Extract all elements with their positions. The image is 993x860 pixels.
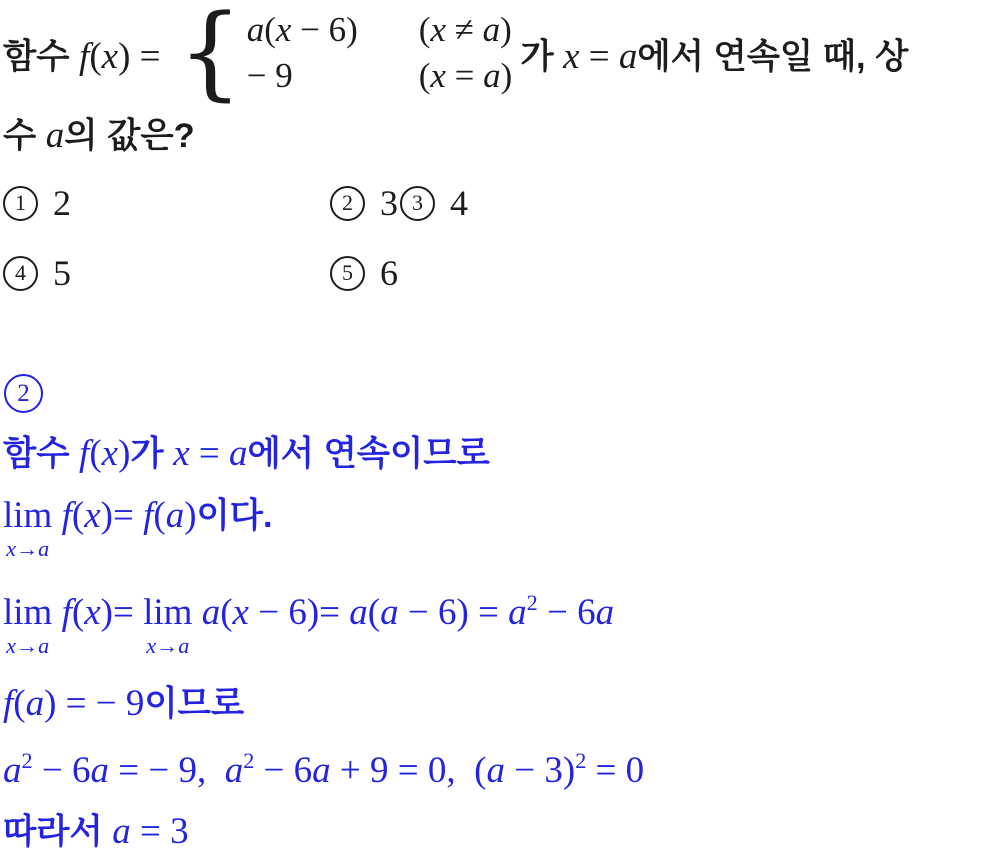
math-segment: x [430, 55, 446, 95]
choice-5 [330, 252, 398, 294]
math-segment: f [3, 683, 14, 724]
math-segment: x [101, 433, 119, 474]
math-segment: f [79, 433, 90, 474]
math-segment: a [508, 591, 527, 633]
korean-text-segment: 에서 연속이므로 [247, 435, 490, 473]
math-segment: a [229, 433, 248, 474]
math-segment: a [3, 749, 22, 791]
math-segment: = − 9, [108, 749, 225, 791]
choice-row-1-left [3, 182, 71, 224]
math-segment: a [380, 591, 399, 633]
math-segment: a [312, 749, 331, 791]
math-segment: ( [71, 591, 85, 633]
piecewise-case1-expression [247, 9, 419, 51]
limit-subscript: x→a [146, 632, 190, 658]
math-segment: ( [13, 683, 26, 724]
korean-text-segment: 함수 [3, 435, 80, 473]
problem-head-math [3, 28, 170, 78]
math-segment: ( [264, 9, 276, 49]
math-segment: ) [500, 9, 512, 49]
math-segment [192, 592, 201, 633]
choice-3-marker [400, 186, 435, 221]
math-segment: = [445, 55, 484, 95]
choice-1-marker [3, 186, 38, 221]
piecewise-case1-condition [419, 9, 513, 51]
superscript: 2 [526, 590, 538, 615]
korean-text-segment: 이므로 [144, 685, 245, 723]
math-segment: )= [100, 591, 144, 633]
piecewise-function [177, 0, 513, 113]
math-segment: − 6)= [248, 591, 350, 633]
choice-1 [3, 182, 71, 224]
math-segment: a [486, 749, 505, 791]
choice-row-1-right [330, 182, 468, 224]
answer-marker [4, 374, 43, 413]
math-segment: x [232, 591, 249, 633]
korean-text-segment: 가 [520, 38, 564, 76]
problem-statement-line1 [3, 0, 909, 113]
piecewise-case2-condition [419, 55, 513, 97]
math-segment: ( [153, 495, 166, 536]
math-segment: − 9 [246, 55, 293, 95]
choice-4 [3, 252, 71, 294]
math-segment [52, 495, 61, 536]
math-segment: ) [184, 495, 197, 536]
piecewise-cases [247, 9, 513, 97]
math-segment: )= [100, 495, 144, 536]
math-segment: x [84, 591, 101, 633]
choice-3-label: 4 [450, 183, 468, 223]
solution-line-1 [3, 432, 490, 476]
choice-5-marker [330, 256, 365, 291]
limit-operator [3, 497, 52, 560]
choice-row-2-left [3, 252, 71, 294]
korean-text-segment: 수 [3, 117, 46, 155]
math-segment: a [45, 115, 65, 156]
korean-text-segment: 이다. [196, 497, 273, 535]
problem-tail-text [520, 28, 908, 78]
math-segment: a [90, 749, 109, 791]
math-segment: ( [89, 433, 102, 474]
math-segment: x [173, 433, 190, 474]
math-segment: x [275, 9, 292, 49]
math-segment: a [201, 591, 221, 633]
limit-subscript: x→a [6, 535, 50, 561]
math-segment: ( [71, 495, 85, 536]
limit-word: lim [3, 591, 53, 633]
math-segment: a [618, 36, 638, 77]
piecewise-case2-expression [247, 55, 419, 97]
choice-1-number: 1 [15, 190, 26, 215]
math-segment: ( [89, 36, 102, 77]
math-segment: a [165, 495, 185, 536]
choice-4-marker [3, 256, 38, 291]
math-segment: f [79, 36, 90, 77]
math-segment: a [246, 9, 265, 49]
math-segment: − 6) = [398, 591, 509, 633]
math-segment: − 6 [32, 749, 91, 791]
math-segment: ) = [118, 36, 170, 77]
korean-text-segment: 함수 [3, 38, 80, 76]
math-segment: f [61, 495, 72, 536]
problem-statement-line2 [3, 114, 195, 158]
choice-row-2-right [330, 252, 398, 294]
korean-text-segment: 가 [130, 435, 174, 473]
korean-text-segment: 따라서 [3, 813, 113, 851]
math-segment: ) = − 9 [44, 683, 145, 724]
math-segment: a [349, 591, 368, 633]
math-segment: a [224, 749, 244, 791]
limit-word: lim [143, 591, 193, 633]
choice-4-number: 4 [15, 260, 26, 285]
math-segment: a [112, 811, 131, 852]
choice-3-number: 3 [412, 190, 423, 215]
choice-3 [400, 182, 468, 224]
math-segment: = [579, 36, 619, 77]
superscript: 2 [243, 748, 255, 773]
math-segment: f [143, 495, 154, 536]
math-segment: = [189, 433, 230, 474]
choice-2-number: 2 [342, 190, 353, 215]
solution-line-2 [3, 494, 273, 560]
solution-line-4 [3, 682, 244, 726]
math-segment: ) [118, 433, 131, 474]
math-segment: a [483, 55, 501, 95]
math-segment: ( [367, 591, 381, 633]
math-segment: a [595, 591, 615, 633]
math-segment: a [482, 9, 501, 49]
limit-subscript: x→a [6, 632, 50, 658]
korean-text-segment: 에서 연속일 때, 상 [637, 38, 909, 76]
math-segment [52, 592, 61, 633]
math-segment: = 3 [130, 811, 189, 852]
limit-word: lim [3, 495, 53, 536]
limit-operator [143, 591, 193, 658]
choice-1-label: 2 [53, 183, 71, 223]
choice-2 [330, 182, 398, 224]
math-segment: − 6) [291, 9, 358, 49]
solution-line-3 [3, 590, 614, 657]
choice-4-label: 5 [53, 253, 71, 293]
math-segment: a [25, 683, 45, 724]
math-segment: ( [220, 591, 233, 633]
math-segment: f [61, 591, 72, 633]
math-segment: x [101, 36, 119, 77]
superscript: 2 [21, 748, 33, 773]
answer-number: 2 [17, 380, 30, 407]
choice-2-label: 3 [380, 183, 398, 223]
math-segment: ≠ [445, 9, 483, 49]
solution-line-5 [3, 748, 644, 792]
math-segment: + 9 = 0, ( [330, 749, 487, 791]
choice-5-label: 6 [380, 253, 398, 293]
korean-text-segment: 의 값은? [64, 117, 195, 155]
math-segment: − 6 [537, 591, 596, 633]
superscript: 2 [575, 748, 587, 773]
math-segment: ( [418, 9, 431, 49]
solution-line-6 [3, 810, 189, 854]
limit-operator [3, 591, 53, 658]
math-segment: − 6 [254, 749, 313, 791]
piecewise-brace: { [177, 0, 243, 113]
math-segment: x [430, 9, 446, 49]
math-segment: x [563, 36, 580, 77]
choice-2-marker [330, 186, 365, 221]
math-segment: ( [418, 55, 431, 95]
math-segment: ) [500, 55, 513, 95]
math-segment: − 3) [504, 749, 576, 791]
math-segment: = 0 [586, 749, 645, 791]
math-segment: x [84, 495, 101, 536]
choice-5-number: 5 [342, 260, 353, 285]
